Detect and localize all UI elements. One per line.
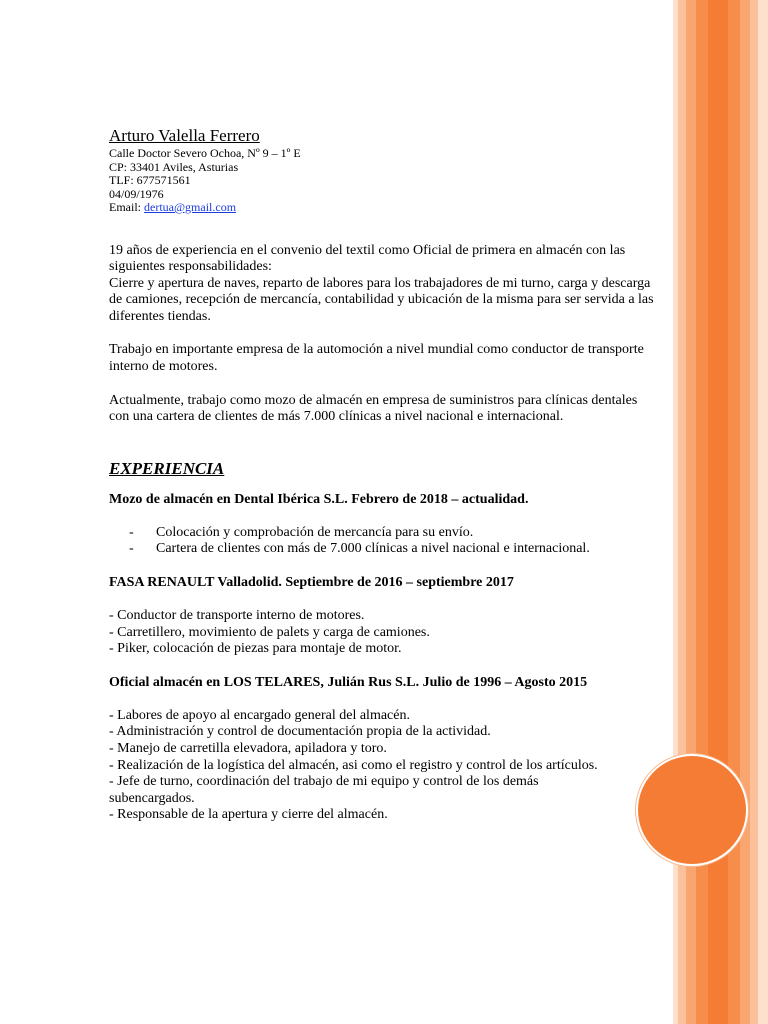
postal-line: CP: 33401 Aviles, Asturias <box>109 159 239 174</box>
list-item: - Jefe de turno, coordinación del trabajo de mi equipo y control de los demás subencargados. <box>109 774 539 806</box>
summary-paragraph-1b: Cierre y apertura de naves, reparto de labores para los trabajadores de mi turno, carga y descarga de camiones, recepción de mercancía, contabilidad y ubicación de la misma para ser servida a las diferentes tiendas. <box>109 275 654 324</box>
summary-paragraph-3: Actualmente, trabajo como mozo de almacén en empresa de suministros para clínicas dentales con una cartera de clientes de más 7.000 clínicas a nivel nacional e internacional. <box>109 392 638 425</box>
summary-paragraph-2: Trabajo en importante empresa de la automoción a nivel mundial como conductor de transporte interno de motores. <box>109 342 644 375</box>
job-heading: Mozo de almacén en Dental Ibérica S.L. Febrero de 2018 – actualidad. <box>109 491 529 507</box>
birthdate-line: 04/09/1976 <box>109 186 164 201</box>
job-duties-list <box>109 608 657 658</box>
email-line <box>109 201 657 215</box>
job-heading: FASA RENAULT Valladolid. Septiembre de 2016 – septiembre 2017 <box>109 575 514 591</box>
list-item: - Carretillero, movimiento de palets y carga de camiones. <box>109 624 430 640</box>
list-item: - Realización de la logística del almacén, asi como el registro y control de los artículos. <box>109 757 598 773</box>
cv-content <box>109 126 657 824</box>
phone-line: TLF: 677571561 <box>109 173 191 187</box>
list-item: - Labores de apoyo al encargado general del almacén. <box>109 707 410 723</box>
job-heading: Oficial almacén en LOS TELARES, Julián Rus S.L. Julio de 1996 – Agosto 2015 <box>109 674 588 690</box>
list-item: - Cartera de clientes con más de 7.000 clínicas a nivel nacional e internacional. <box>129 541 657 558</box>
address-line: Calle Doctor Severo Ochoa, Nº 9 – 1º E <box>109 146 301 160</box>
experience-title: EXPERIENCIA <box>109 458 225 478</box>
job-duties-list <box>129 525 657 558</box>
job-duties-list <box>109 708 599 824</box>
list-item: - Conductor de transporte interno de motores. <box>109 608 365 624</box>
email-label: Email: <box>109 200 144 214</box>
list-item: - Colocación y comprobación de mercancía para su envío. <box>129 525 657 542</box>
decorative-stripes <box>673 0 768 1024</box>
email-link[interactable]: dertua@gmail.com <box>144 200 237 214</box>
list-item: - Responsable de la apertura y cierre del almacén. <box>109 807 388 823</box>
list-item: - Manejo de carretilla elevadora, apiladora y toro. <box>109 741 387 756</box>
contact-block <box>109 147 657 215</box>
list-item: - Piker, colocación de piezas para montaje de motor. <box>109 641 402 657</box>
summary-paragraph-1: 19 años de experiencia en el convenio del textil como Oficial de primera en almacén con las siguientes responsabilidades: <box>109 242 626 275</box>
list-item: - Administración y control de documentación propia de la actividad. <box>109 724 491 740</box>
candidate-name: Arturo Valella Ferrero <box>109 126 260 145</box>
